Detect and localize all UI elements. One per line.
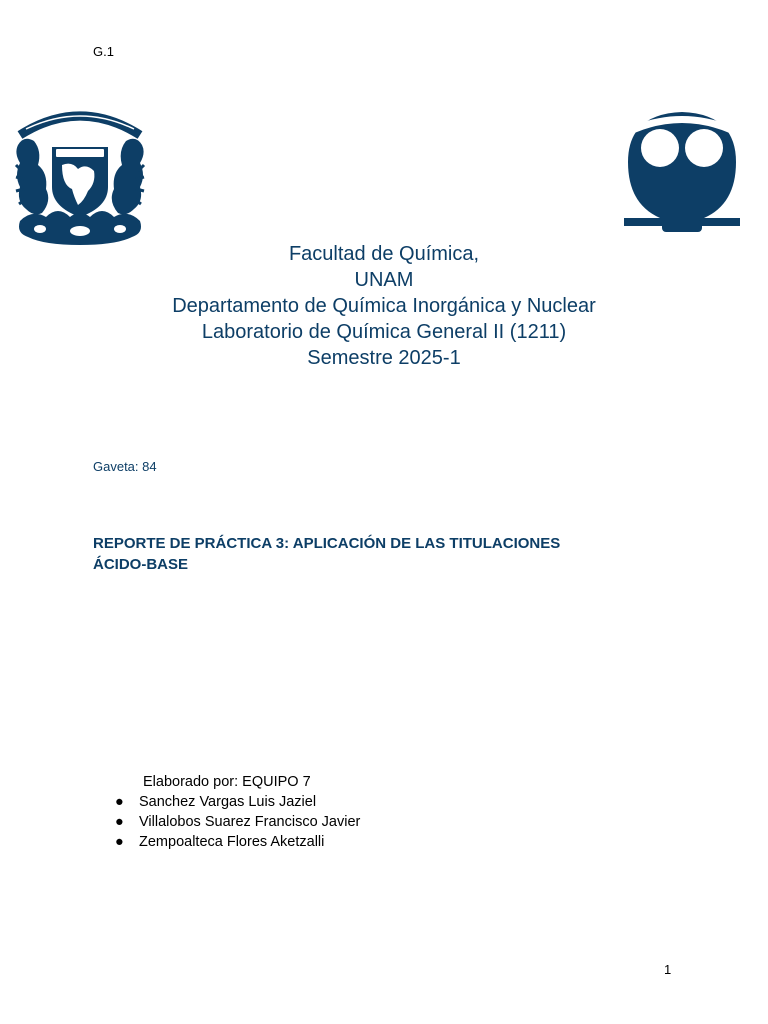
report-title-line-1: REPORTE DE PRÁCTICA 3: APLICACIÓN DE LAS TITULACIONES — [93, 535, 561, 552]
bullet-icon: ● — [115, 814, 124, 830]
report-title — [93, 533, 653, 575]
bullet-icon: ● — [115, 834, 124, 850]
unam-seal-icon — [12, 105, 148, 247]
faculty-name: Facultad de Química, — [288, 243, 480, 265]
page-number: 1 — [664, 962, 672, 977]
gaveta-label: Gaveta: 84 — [93, 459, 157, 474]
authors-list — [113, 792, 360, 852]
report-title-line-2: ÁCIDO-BASE — [93, 556, 189, 573]
laboratory-name: Laboratorio de Química General II (1211) — [201, 321, 567, 343]
semester: Semestre 2025-1 — [307, 347, 461, 369]
list-item — [113, 812, 360, 832]
facultad-quimica-owl-logo-icon — [622, 108, 742, 234]
authors-section — [113, 772, 360, 852]
header-tag: G.1 — [93, 44, 114, 59]
author-name: Sanchez Vargas Luis Jaziel — [139, 794, 317, 810]
bullet-icon: ● — [115, 794, 124, 810]
author-name: Zempoalteca Flores Aketzalli — [139, 834, 325, 850]
list-item — [113, 792, 360, 812]
author-name: Villalobos Suarez Francisco Javier — [139, 814, 361, 830]
department-name: Departamento de Química Inorgánica y Nuclear — [172, 295, 596, 317]
institution-title-block — [0, 241, 768, 371]
authors-lead: Elaborado por: EQUIPO 7 — [143, 774, 311, 790]
university-name: UNAM — [354, 269, 414, 291]
list-item — [113, 832, 360, 852]
